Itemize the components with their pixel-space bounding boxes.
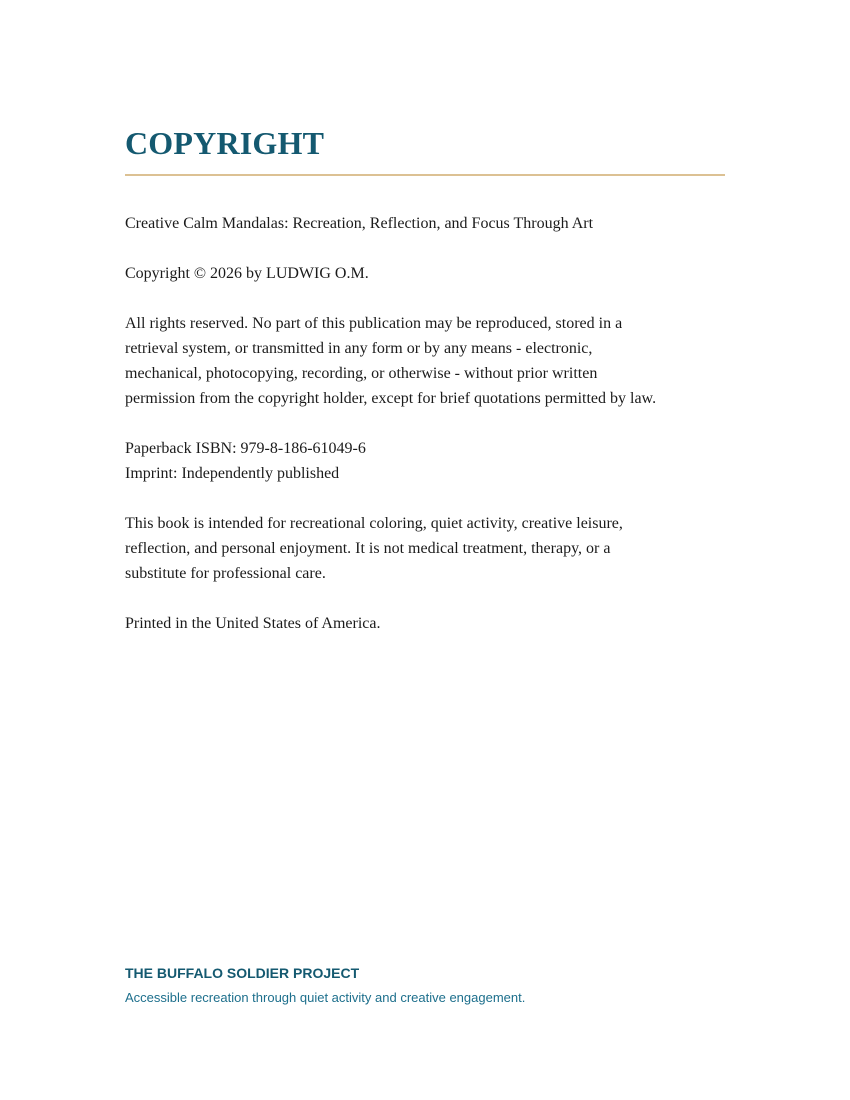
footer-project-name: THE BUFFALO SOLDIER PROJECT [125, 965, 360, 981]
disclaimer-line: substitute for professional care. [125, 565, 326, 582]
disclaimer-line: reflection, and personal enjoyment. It is not medical treatment, therapy, or a [125, 540, 611, 557]
disclaimer-line: This book is intended for recreational coloring, quiet activity, creative leisure, [125, 515, 623, 532]
imprint-line: Imprint: Independently published [125, 465, 340, 482]
isbn-line: Paperback ISBN: 979-8-186-61049-6 [125, 440, 366, 457]
page-title: COPYRIGHT [125, 125, 325, 161]
copyright-notice: Copyright © 2026 by LUDWIG O.M. [125, 265, 369, 282]
rights-line: permission from the copyright holder, except for brief quotations permitted by law. [125, 390, 657, 407]
printed-notice: Printed in the United States of America. [125, 615, 381, 632]
rights-line: All rights reserved. No part of this publication may be reproduced, stored in a [125, 315, 623, 332]
copyright-page [125, 0, 725, 1100]
footer-tagline: Accessible recreation through quiet activity and creative engagement. [125, 990, 526, 1005]
disclaimer-paragraph [125, 511, 685, 586]
title-divider [125, 174, 725, 176]
rights-paragraph [125, 311, 685, 411]
rights-line: mechanical, photocopying, recording, or otherwise - without prior written [125, 365, 598, 382]
publication-info [125, 436, 685, 486]
book-title: Creative Calm Mandalas: Recreation, Reflection, and Focus Through Art [125, 215, 594, 232]
rights-line: retrieval system, or transmitted in any form or by any means - electronic, [125, 340, 593, 357]
